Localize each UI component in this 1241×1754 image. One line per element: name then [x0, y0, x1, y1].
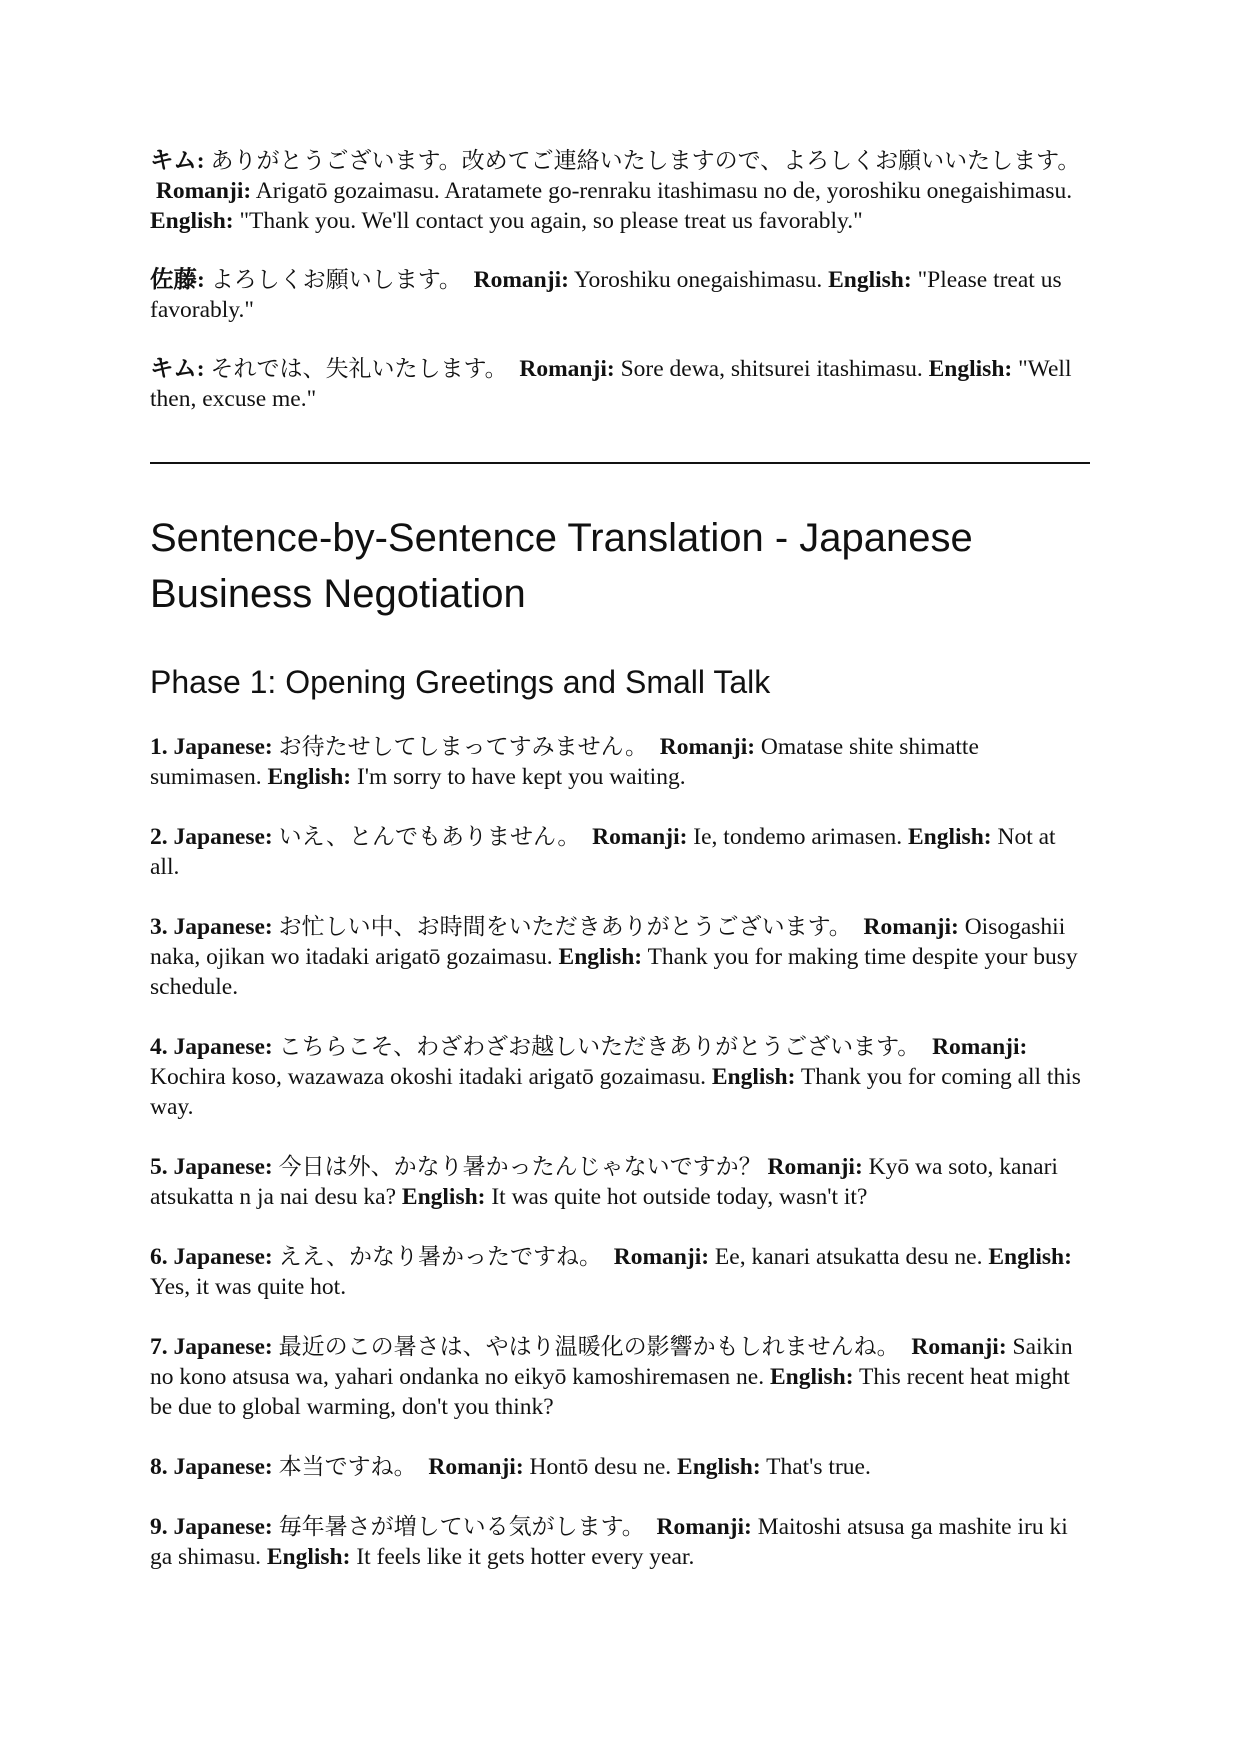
section-title: Sentence-by-Sentence Translation - Japanese Business Negotiation	[150, 516, 973, 616]
romanji-label: Romanji:	[519, 356, 615, 382]
sentence-number: 6.	[150, 1244, 168, 1270]
english-text: Thank you for making time despite your busy schedule.	[150, 944, 1078, 1000]
sentence-item	[150, 1512, 1090, 1572]
english-text: Not at all.	[150, 824, 1056, 880]
sentence-number: 2.	[150, 824, 168, 850]
romanji-label: Romanji:	[155, 178, 252, 204]
romanji-text: Saikin no kono atsusa wa, yahari ondanka no eikyō kamoshiremasen ne.	[150, 1334, 1073, 1390]
english-label: English:	[928, 356, 1013, 382]
japanese-text: よろしくお願いします。	[210, 267, 462, 293]
sentence-item	[150, 912, 1090, 1002]
romanji-text: Kyō wa soto, kanari atsukatta n ja nai desu ka?	[150, 1154, 1058, 1210]
sentence-item	[150, 822, 1090, 882]
english-label: English:	[150, 208, 234, 234]
romanji-label: Romanji:	[613, 1244, 710, 1270]
japanese-text: 最近のこの暑さは、やはり温暖化の影響かもしれませんね。	[278, 1334, 900, 1360]
sentence-number: 1.	[150, 734, 168, 760]
romanji-label: Romanji:	[592, 824, 688, 850]
japanese-label: Japanese:	[173, 1454, 273, 1480]
horizontal-divider	[150, 462, 1090, 464]
english-text: It was quite hot outside today, wasn't it?	[491, 1184, 868, 1210]
japanese-text: こちらこそ、わざわざお越しいただきありがとうございます。	[278, 1034, 921, 1060]
japanese-label: Japanese:	[173, 914, 273, 940]
english-text: "Thank you. We'll contact you again, so please treat us favorably."	[239, 208, 863, 234]
english-label: English:	[711, 1064, 796, 1090]
sentence-item	[150, 1032, 1090, 1122]
sentence-number: 5.	[150, 1154, 168, 1180]
sentence-number: 3.	[150, 914, 168, 940]
japanese-text: 毎年暑さが増している気がします。	[278, 1514, 645, 1540]
english-text: That's true.	[766, 1454, 871, 1480]
romanji-text: Ie, tondemo arimasen.	[693, 824, 903, 850]
romanji-text: Sore dewa, shitsurei itashimasu.	[620, 356, 923, 382]
sentence-number: 9.	[150, 1514, 168, 1540]
romanji-label: Romanji:	[428, 1454, 524, 1480]
sentence-number: 7.	[150, 1334, 168, 1360]
dialogue-line	[150, 146, 1090, 236]
romanji-text: Kochira koso, wazawaza okoshi itadaki arigatō gozaimasu.	[150, 1064, 706, 1090]
japanese-label: Japanese:	[173, 824, 273, 850]
document-page	[150, 146, 1090, 1602]
japanese-label: Japanese:	[173, 1244, 273, 1270]
japanese-label: Japanese:	[173, 1334, 273, 1360]
english-text: It feels like it gets hotter every year.	[356, 1544, 695, 1570]
romanji-text: Arigatō gozaimasu. Aratamete go-renraku itashimasu no de, yoroshiku onegaishimasu.	[255, 178, 1073, 204]
dialogue-line	[150, 265, 1090, 325]
japanese-label: Japanese:	[173, 1154, 273, 1180]
sentence-item	[150, 1332, 1090, 1422]
english-label: English:	[401, 1184, 486, 1210]
english-text: "Well then, excuse me."	[150, 356, 1072, 412]
japanese-label: Japanese:	[173, 1034, 273, 1060]
japanese-label: Japanese:	[173, 1514, 273, 1540]
japanese-text: それでは、失礼いたします。	[210, 356, 508, 382]
sentence-list	[150, 732, 1090, 1572]
japanese-text: 今日は外、かなり暑かったんじゃないですか？	[278, 1154, 762, 1180]
english-label: English:	[677, 1454, 761, 1480]
english-label: English:	[266, 1544, 351, 1570]
japanese-text: お忙しい中、お時間をいただきありがとうございます。	[278, 914, 852, 940]
japanese-text: 本当ですね。	[278, 1454, 417, 1480]
speaker-name: 佐藤:	[150, 267, 205, 293]
english-text: "Please treat us favorably."	[150, 267, 1062, 323]
japanese-text: ええ、かなり暑かったですね。	[278, 1244, 602, 1270]
dialogue-line	[150, 354, 1090, 414]
japanese-text: お待たせしてしまってすみません。	[278, 734, 648, 760]
romanji-text: Yoroshiku onegaishimasu.	[573, 267, 823, 293]
english-label: English:	[558, 944, 643, 970]
sentence-item	[150, 1242, 1090, 1302]
japanese-text: ありがとうございます。改めてご連絡いたしますので、よろしくお願いいたします。	[210, 148, 1081, 174]
english-label: English:	[908, 824, 992, 850]
english-label: English:	[828, 267, 912, 293]
english-text: This recent heat might be due to global warming, don't you think?	[150, 1364, 1070, 1420]
romanji-label: Romanji:	[656, 1514, 752, 1540]
romanji-text: Oisogashii naka, ojikan wo itadaki arigatō gozaimasu.	[150, 914, 1066, 970]
sentence-item	[150, 1452, 1090, 1482]
romanji-text: Hontō desu ne.	[529, 1454, 672, 1480]
english-label: English:	[769, 1364, 854, 1390]
sentence-number: 4.	[150, 1034, 168, 1060]
english-text: Yes, it was quite hot.	[150, 1274, 347, 1300]
english-text: I'm sorry to have kept you waiting.	[356, 764, 686, 790]
romanji-label: Romanji:	[767, 1154, 863, 1180]
japanese-text: いえ、とんでもありません。	[278, 824, 581, 850]
english-text: Thank you for coming all this way.	[150, 1064, 1081, 1120]
speaker-name: キム:	[150, 356, 205, 382]
romanji-text: Omatase shite shimatte sumimasen.	[150, 734, 979, 790]
english-label: English:	[988, 1244, 1072, 1270]
sentence-number: 8.	[150, 1454, 168, 1480]
romanji-text: Maitoshi atsusa ga mashite iru ki ga shimasu.	[150, 1514, 1068, 1570]
japanese-label: Japanese:	[173, 734, 273, 760]
romanji-text: Ee, kanari atsukatta desu ne.	[714, 1244, 983, 1270]
phase-title: Phase 1: Opening Greetings and Small Talk	[150, 664, 771, 700]
sentence-item	[150, 1152, 1090, 1212]
sentence-item	[150, 732, 1090, 792]
english-label: English:	[267, 764, 352, 790]
romanji-label: Romanji:	[932, 1034, 1028, 1060]
romanji-label: Romanji:	[659, 734, 756, 760]
romanji-label: Romanji:	[863, 914, 959, 940]
romanji-label: Romanji:	[911, 1334, 1007, 1360]
romanji-label: Romanji:	[473, 267, 569, 293]
speaker-name: キム:	[150, 148, 205, 174]
